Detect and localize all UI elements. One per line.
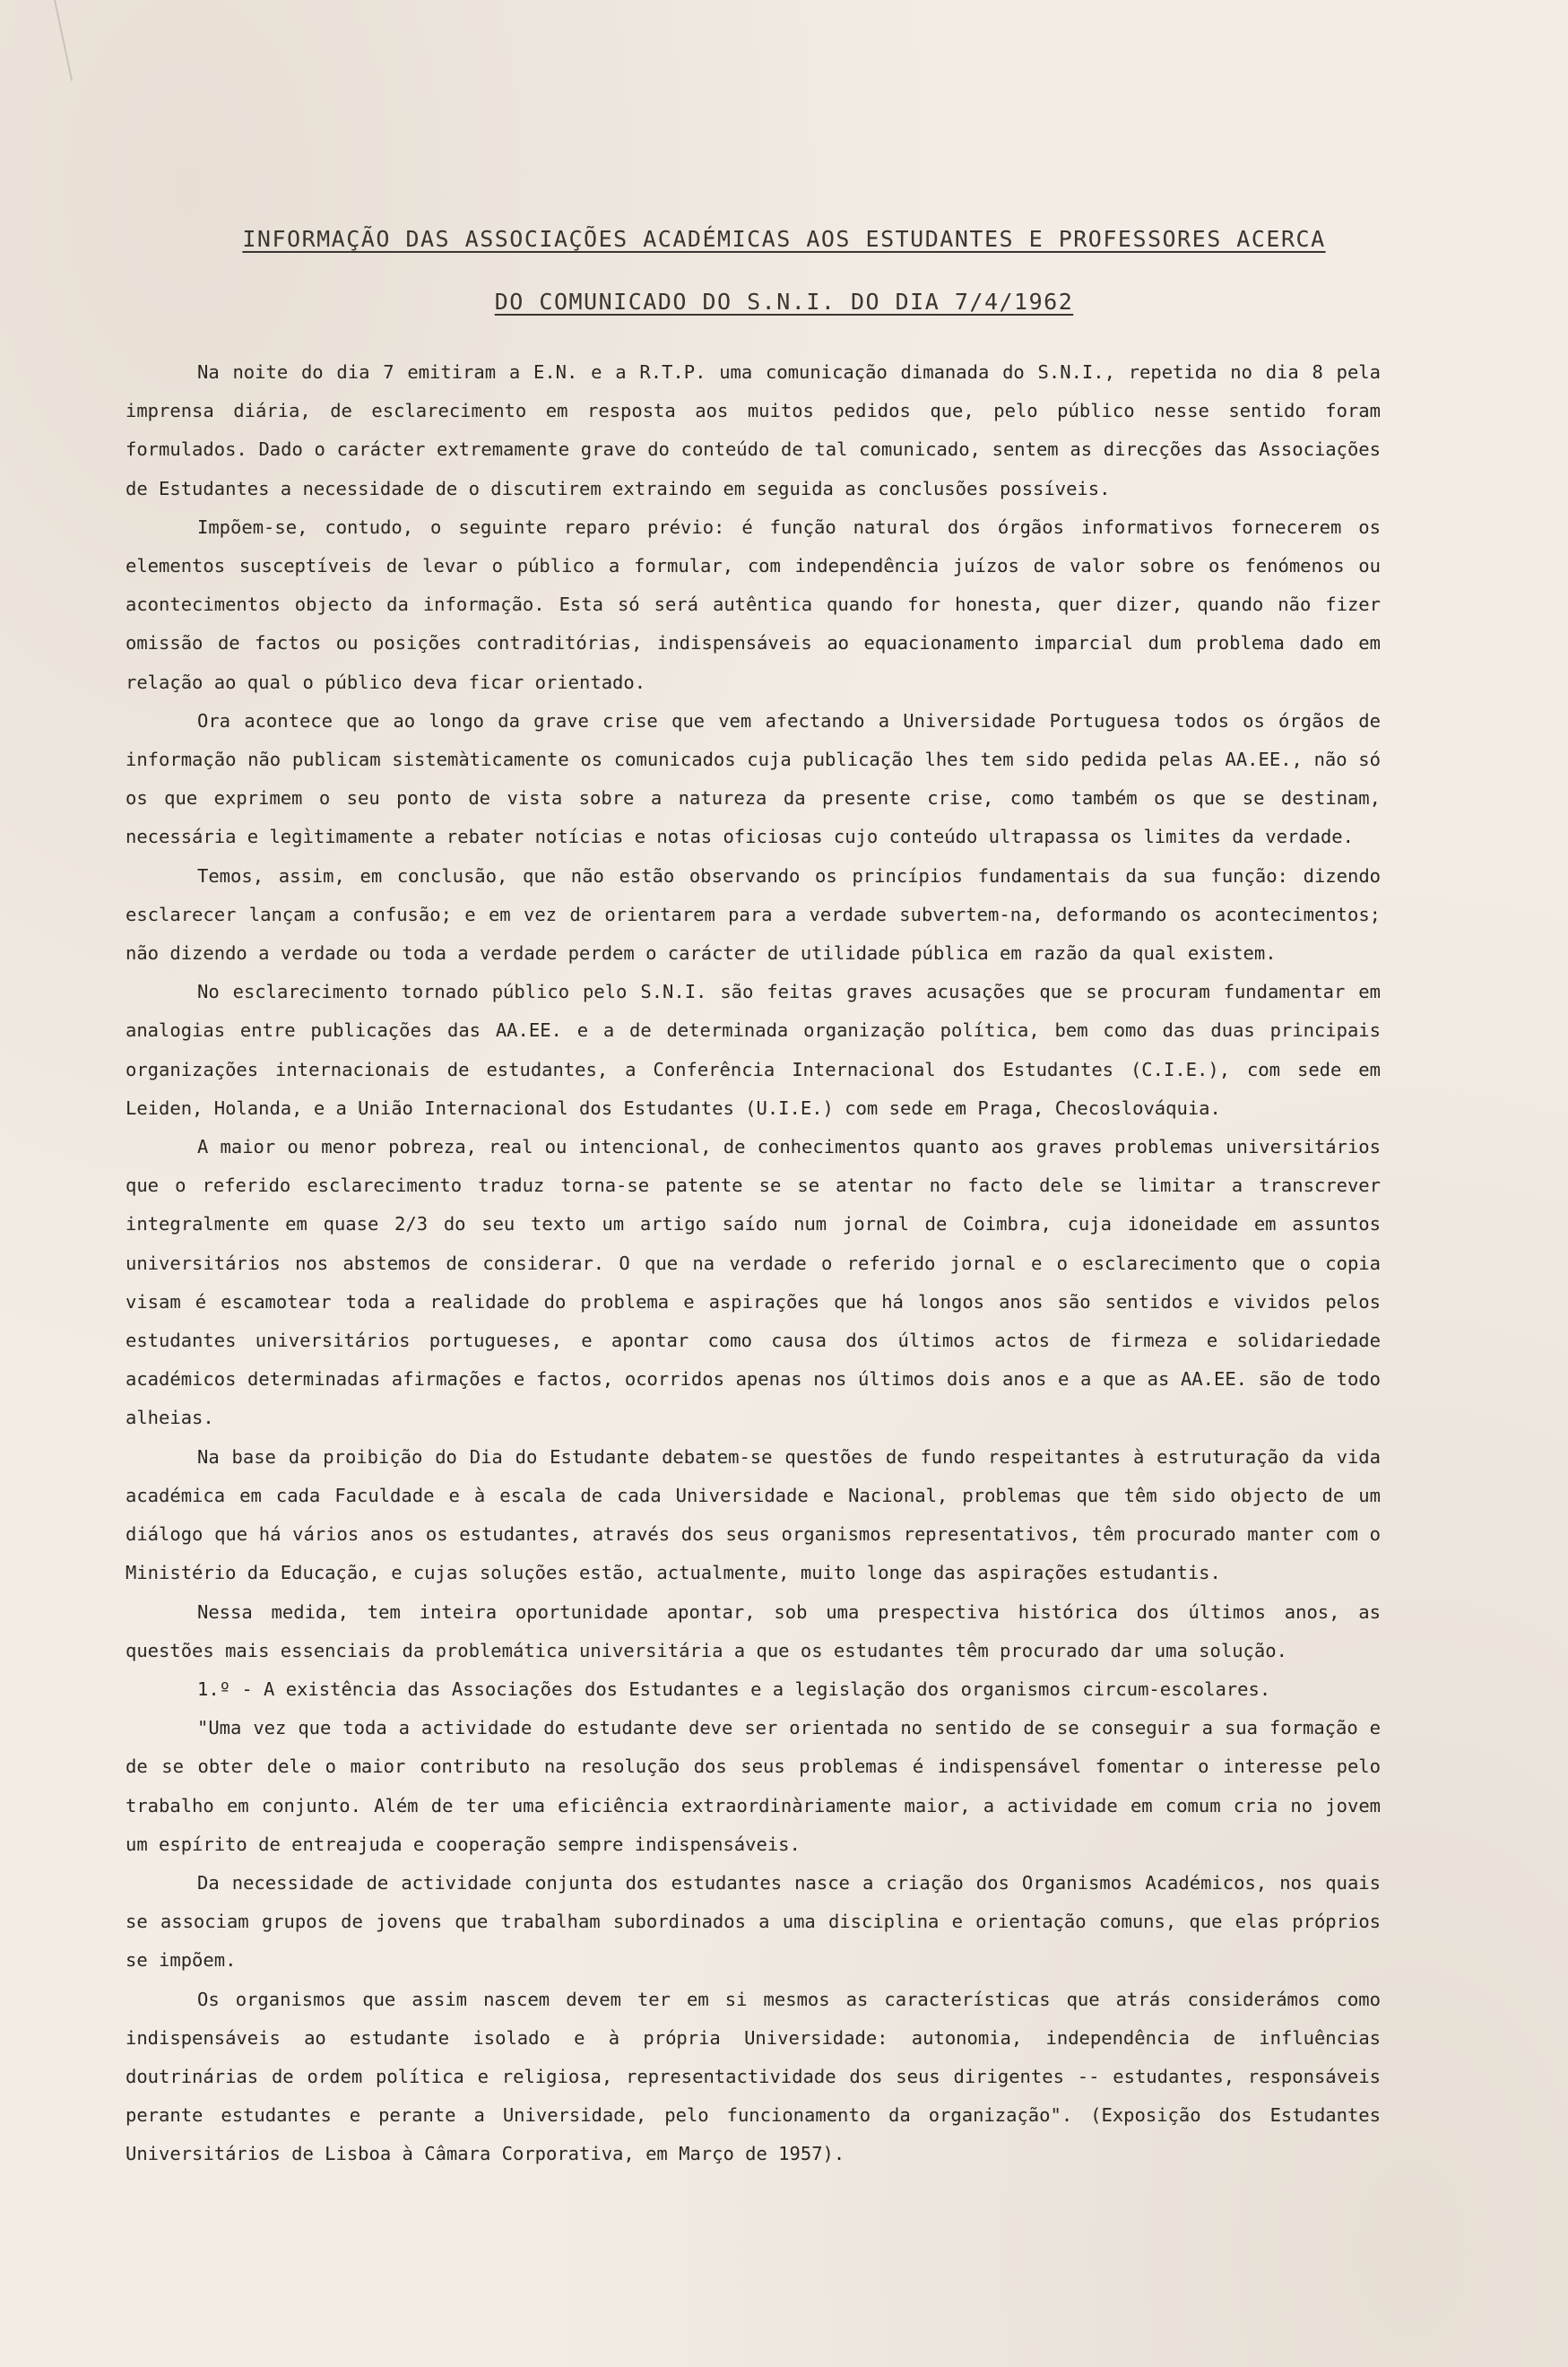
- paragraph: Nessa medida, tem inteira oportunidade apontar, sob uma prespectiva histórica dos últimos anos, as questões mais essenciais da problemática universitária a que os estudantes têm procurado dar uma solução.: [126, 1600, 1381, 1661]
- document-title-line-1: INFORMAÇÃO DAS ASSOCIAÇÕES ACADÉMICAS AOS ESTUDANTES E PROFESSORES ACERCA: [242, 226, 1326, 252]
- paragraph: Na noite do dia 7 emitiram a E.N. e a R.T.P. uma comunicação dimanada do S.N.I., repetida no dia 8 pela imprensa diária, de esclarecimento em resposta aos muitos pedidos que, pelo público nesse sentido foram formulados. Dado o carácter extremamente grave do conteúdo de tal comunicado, sentem as direcções das Associações de Estudantes a necessidade de o discutirem extraindo em seguida as conclusões possíveis.: [126, 361, 1381, 499]
- quote-paragraph: Os organismos que assim nascem devem ter em si mesmos as características que atrás considerámos como indispensáveis ao estudante isolado e à própria Universidade: autonomia, independência de influências doutrinárias de ordem política e religiosa, representactividade dos seus dirigentes -- estudantes, responsáveis perante estudantes e perante a Universidade, pelo funcionamento da organização". (Exposição dos Estudantes Universitários de Lisboa à Câmara Corporativa, em Março de 1957).: [126, 1988, 1381, 2165]
- paragraph: No esclarecimento tornado público pelo S.N.I. são feitas graves acusações que se procuram fundamentar em analogias entre publicações das AA.EE. e a de determinada organização política, bem como das duas principais organizações internacionais de estudantes, a Conferência Internacional dos Estudantes (C.I.E.), com sede em Leiden, Holanda, e a União Internacional dos Estudantes (U.I.E.) com sede em Praga, Checoslováquia.: [126, 981, 1381, 1119]
- paragraph: Ora acontece que ao longo da grave crise que vem afectando a Universidade Portuguesa todos os órgãos de informação não publicam sistemàticamente os comunicados cuja publicação lhes tem sido pedida pelas AA.EE., não só os que exprimem o seu ponto de vista sobre a natureza da presente crise, como também os que se destinam, necessária e legìtimamente a rebater notícias e notas oficiosas cujo conteúdo ultrapassa os limites da verdade.: [126, 709, 1381, 848]
- quote-paragraph: "Uma vez que toda a actividade do estudante deve ser orientada no sentido de se conseguir a sua formação e de se obter dele o maior contributo na resolução dos seus problemas é indispensável fomentar o interesse pelo trabalho em conjunto. Além de ter uma eficiência extraordinàriamente maior, a actividade em comum cria no jovem um espírito de entreajuda e cooperação sempre indispensáveis.: [126, 1717, 1381, 1855]
- page-fold-mark: [0, 0, 73, 81]
- paragraph: Impõem-se, contudo, o seguinte reparo prévio: é função natural dos órgãos informativos fornecerem os elementos susceptíveis de levar o público a formular, com independência juízos de valor sobre os fenómenos ou acontecimentos objecto da informação. Esta só será autêntica quando for honesta, quer dizer, quando não fizer omissão de factos ou posições contraditórias, indispensáveis ao equacionamento imparcial dum problema dado em relação ao qual o público deva ficar orientado.: [126, 516, 1381, 693]
- paragraph: Temos, assim, em conclusão, que não estão observando os princípios fundamentais da sua função: dizendo esclarecer lançam a confusão; e em vez de orientarem para a verdade subvertem-na, deformando os acontecimentos; não dizendo a verdade ou toda a verdade perdem o carácter de utilidade pública em razão da qual existem.: [126, 864, 1381, 965]
- quote-paragraph: Da necessidade de actividade conjunta dos estudantes nasce a criação dos Organismos Académicos, nos quais se associam grupos de jovens que trabalham subordinados a uma disciplina e orientação comuns, que elas próprios se impõem.: [126, 1871, 1381, 1972]
- document-title-line-2: DO COMUNICADO DO S.N.I. DO DIA 7/4/1962: [494, 289, 1074, 315]
- section-heading: 1.º - A existência das Associações dos Estudantes e a legislação dos organismos circum-escolares.: [197, 1678, 1271, 1700]
- document-body: [126, 353, 1381, 2174]
- paragraph: A maior ou menor pobreza, real ou intencional, de conhecimentos quanto aos graves problemas universitários que o referido esclarecimento traduz torna-se patente se se atentar no facto dele se limitar a transcrever integralmente em quase 2/3 do seu texto um artigo saído num jornal de Coimbra, cuja idoneidade em assuntos universitários nos abstemos de considerar. O que na verdade o referido jornal e o esclarecimento que o copia visam é escamotear toda a realidade do problema e aspirações que há longos anos são sentidos e vividos pelos estudantes universitários portugueses, e apontar como causa dos últimos actos de firmeza e solidariedade académicos determinadas afirmações e factos, ocorridos apenas nos últimos dois anos e a que as AA.EE. são de todo alheias.: [126, 1136, 1381, 1429]
- paragraph: Na base da proibição do Dia do Estudante debatem-se questões de fundo respeitantes à estruturação da vida académica em cada Faculdade e à escala de cada Universidade e Nacional, problemas que têm sido objecto de um diálogo que há vários anos os estudantes, através dos seus organismos representativos, têm procurado manter com o Ministério da Educação, e cujas soluções estão, actualmente, muito longe das aspirações estudantis.: [126, 1445, 1381, 1584]
